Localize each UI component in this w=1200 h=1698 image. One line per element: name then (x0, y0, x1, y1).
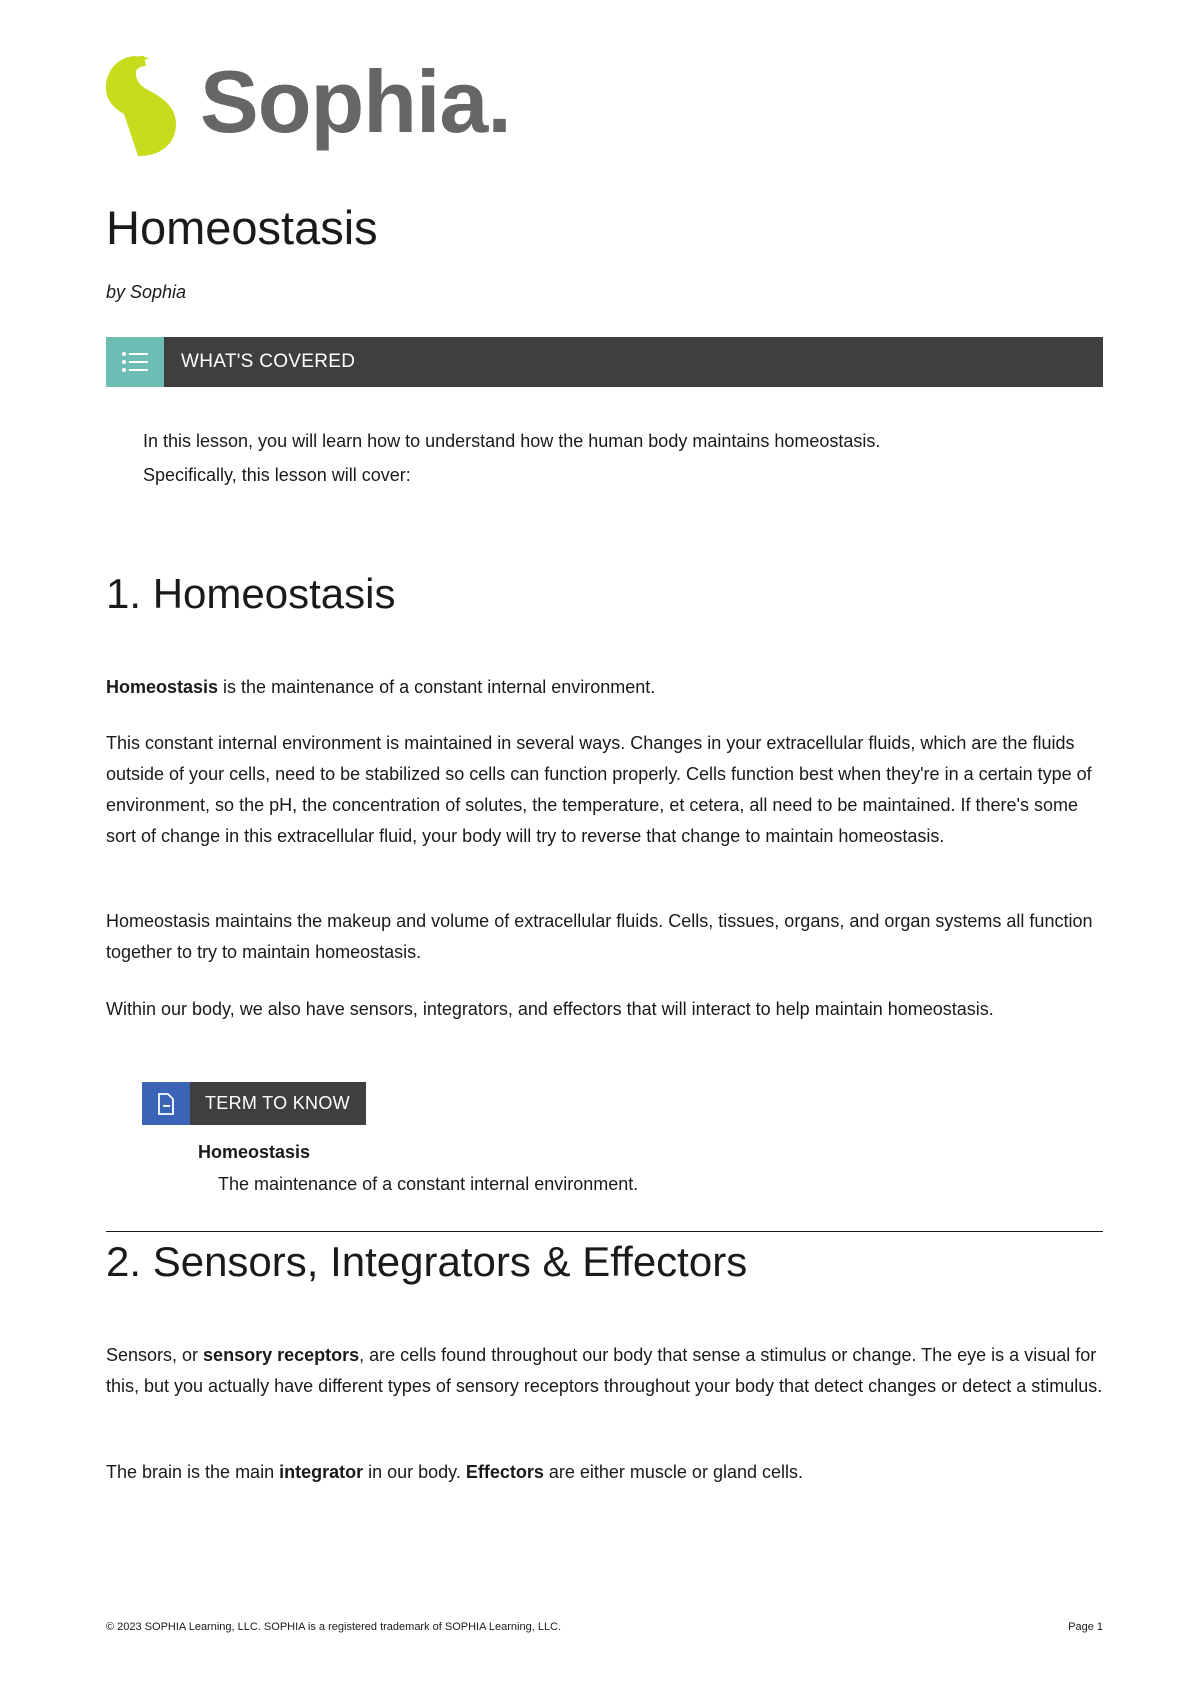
section-divider (106, 1231, 1103, 1232)
document-title: Homeostasis (106, 201, 378, 254)
term-name: Homeostasis (198, 1142, 311, 1162)
byline: by Sophia (106, 282, 187, 302)
sophia-wordmark: Sophia. (200, 52, 511, 151)
footer-page-number: Page 1 (1068, 1621, 1103, 1633)
term-integrator: integrator (279, 1462, 364, 1482)
whats-covered-label: WHAT'S COVERED (181, 351, 356, 372)
term-definition: The maintenance of a constant internal environment. (218, 1174, 639, 1194)
term-sensory-receptors: sensory receptors (203, 1345, 360, 1365)
whats-covered-line-2: Specifically, this lesson will cover: (143, 465, 411, 485)
section-1-paragraph-4: Within our body, we also have sensors, integrators, and effectors that will interact to help maintain homeostasis. (106, 999, 994, 1019)
section-1-paragraph-1: Homeostasis is the maintenance of a constant internal environment. (106, 677, 656, 697)
term-to-know-banner (142, 1082, 366, 1125)
footer-copyright: © 2023 SOPHIA Learning, LLC. SOPHIA is a registered trademark of SOPHIA Learning, LLC. (106, 1621, 562, 1633)
document-icon (142, 1082, 190, 1125)
section-2-paragraph-2: The brain is the main integrator in our body. Effectors are either muscle or gland cells. (106, 1462, 803, 1482)
section-1-heading: 1. Homeostasis (106, 570, 396, 617)
sophia-logo (104, 54, 511, 158)
term-effectors: Effectors (465, 1462, 544, 1482)
whats-covered-line-1: In this lesson, you will learn how to understand how the human body maintains homeostasis. (143, 431, 881, 451)
list-icon (106, 337, 164, 387)
term-homeostasis: Homeostasis (106, 677, 219, 697)
section-2-heading: 2. Sensors, Integrators & Effectors (106, 1238, 748, 1285)
sophia-logo-mark (104, 54, 178, 158)
section-2-paragraph-1: Sensors, or sensory receptors, are cells found throughout our body that sense a stimulus or change. The eye is a visual for this, but you actually have different types of sensory receptors throughout your body that detect changes or detect a stimulus. (106, 1345, 1103, 1396)
whats-covered-banner (106, 337, 1103, 387)
section-1-paragraph-3: Homeostasis maintains the makeup and volume of extracellular fluids. Cells, tissues, organs, and organ systems all function together to try to maintain homeostasis. (106, 911, 1093, 962)
whats-covered-text (143, 424, 1043, 492)
section-1-paragraph-2: This constant internal environment is maintained in several ways. Changes in your extracellular fluids, which are the fluids outside of your cells, need to be stabilized so cells can function properly. Cells function best when they're in a certain type of environment, so the pH, the concentration of solutes, the temperature, et cetera, all need to be maintained. If there's some sort of change in this extracellular fluid, your body will try to reverse that change to maintain homeostasis. (106, 733, 1092, 846)
term-to-know-label: TERM TO KNOW (205, 1093, 350, 1113)
